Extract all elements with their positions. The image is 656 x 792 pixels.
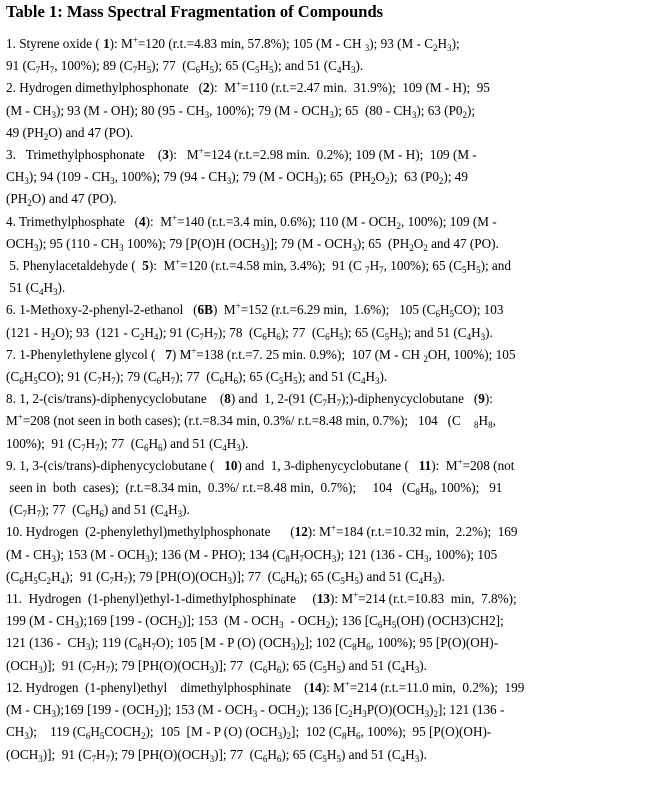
table-title: Table 1: Mass Spectral Fragmentation of Compounds xyxy=(6,2,384,21)
compound-entry-8: 8. 1, 2-(cis/trans)-diphenycyclobutane (8) and 1, 2-(91 $(C_7H_7)$;)-diphenycyclobutane (9): M+=208 (not seen in both cases); (r.t.=8.34 min, 0.3%/ r.t.=8.48 min, 0.7%); 104 (C $_8H_8$, 100%); 91 $(C_7H_7)$; 77 $(C_6H_6)$ and 51 $(C_4H_3)$. xyxy=(6,391,496,453)
compound-entry-2: 2. Hydrogen dimethylphosphonate (2): M+=110 (r.t.=2.47 min. 31.9%); 109 (M - H); 95 $(M - CH_3)$; 93 (M - OH); 80 ($95 - CH_3$, 100%); 79 $(M - OCH_3)$; 65 $(80 - CH_3)$; 63 $(P0_2)$; 49 $(PH_2O)$ and 47 (PO). xyxy=(6,79,490,142)
compound-entry-6: 6. 1-Methoxy-2-phenyl-2-ethanol (6B) M+=152 (r.t.=6.29 min, 1.6%); 105 $(C_6H_5CO)$; 103 $(121 - H_2O)$; 93 $(121 - C_2H_4)$; 91 $(C_7H_7)$; 78 $(C_6H_6)$; 77 $(C_6H_5)$; 65 $(C_5H_5)$; and 51 $(C_4H_3)$. xyxy=(6,301,504,342)
compound-entry-5: 5. Phenylacetaldehyde ( 5): M+=120 (r.t.=4.58 min, 3.4%); 91 (C $_7H_7$, 100%); 65 $(C_5H_5)$; and 51 $(C_4H_3)$. xyxy=(6,257,511,298)
compound-entry-11: 11. Hydrogen (1-phenyl)ethyl-1-dimethylphosphinate (13): M+=214 (r.t.=10.83 min, 7.8%); 199 $(M - CH_3);169$ $[199 - (OCH_2)]$; 153 $(M - OCH_3 - OCH_2)$; 136 [$C_6H_5(OH)$ (OCH3)CH2]; 121 $(136 - CH_3)$; 119 $(C_8H_7O)$; 105 [M - P (O) $(OCH_3)_2$]; 102 ($C_8H_6$, 100%); 95 [P(O)(OH)- $(OCH_3)$]; 91 $(C_7H_7)$; 79 $[PH(O)(OCH_3)]$; 77 $(C_6H_6)$; 65 $(C_5H_5)$ and 51 $(C_4H_3)$. xyxy=(6,590,517,675)
compound-entry-3: 3. Trimethylphosphonate (3): M+=124 (r.t.=2.98 min. 0.2%); 109 (M - H); 109 (M - $CH_3$); 94 ($109 - CH_3$, 100%); 79 $(94 - CH_3)$; 79 $(M - OCH_3)$; 65 $(PH_2O_2)$; 63 $(P0_2)$; 49 $(PH_2O)$ and 47 (PO). xyxy=(6,146,477,209)
compound-entry-7: 7. 1-Phenylethylene glycol ( 7) M+=138 (r.t.=7. 25 min. 0.9%); 107 (M - CH $_2$OH, 100%); 105 $(C_6H_5CO)$; 91 $(C_7H_7)$; 79 $(C_6H_7)$; 77 $(C_6H_6)$; 65 $(C_5H_5)$; and 51 $(C_4H_3)$. xyxy=(6,345,516,387)
compound-entry-12: 12. Hydrogen (1-phenyl)ethyl dimethylphosphinate (14): M+=214 (r.t.=11.0 min, 0.2%); 199 $(M - CH_3);169$ $[199 - (OCH_2)]$; 153 $(M - OCH_3 - OCH_2)$; 136 $[C_2H_3P(O)(OCH_3)_2]$; 121 (136 - $CH_3$); 119 $(C_6H_5COCH_2)$; 105 [M - P (O) $(OCH_3)_2$]; 102 ($C_8H_6$, 100%); 95 [P(O)(OH)- $(OCH_3)$]; 91 $(C_7H_7)$; 79 $[PH(O)(OCH_3)]$; 77 $(C_6H_6)$; 65 $(C_5H_5)$ and 51 $(C_4H_3)$. xyxy=(6,678,525,764)
fragmentation-list xyxy=(6,33,632,766)
compound-entry-4: 4. Trimethylphosphate (4): M+=140 (r.t.=3.4 min, 0.6%); 110 ($M - OCH_2$, 100%); 109 (M - $OCH_3$); 95 ($110 - CH_3$ 100%); 79 [P(O)H $(OCH_3)$]; 79 $(M - OCH_3)$; 65 ($PH_2O_2$ and 47 (PO). xyxy=(6,212,499,253)
compound-entry-10: 10. Hydrogen (2-phenylethyl)methylphosphonate (12): M+=184 (r.t.=10.32 min, 2.2%); 169 $(M - CH_3)$; 153 $(M - OCH_3)$; 136 (M - PHO); 134 $(C_8H_7OCH_3)$; 121 ($136 - CH_3$, 100%); 105 $(C_6H_5C_2H_4)$; 91 $(C_7H_7)$; 79 $[PH(O)(OCH_3)]$; 77 $(C_6H_6)$; 65 $(C_5H_5)$ and 51 $(C_4H_3)$. xyxy=(6,523,518,586)
compound-entry-1: 1. Styrene oxide ( 1): M+=120 (r.t.=4.83 min, 57.8%); 105 (M - CH $_3$); 93 $(M - C_2H_3)$; 91 ($C_7H_7$, 100%); 89 $(C_7H_5)$; 77 $(C_6H_5)$; 65 $(C_5H_5)$; and 51 $(C_4H_3)$. xyxy=(6,35,460,76)
compound-entry-9: 9. 1, 3-(cis/trans)-diphenycyclobutane ( 10) and 1, 3-diphenycyclobutane ( 11): M+=208 (not seen in both cases); (r.t.=8.34 min, 0.3%/ r.t.=8.48 min, 0.7%); 104 ($C_8H_8$, 100%); 91 $(C_7H_7)$; 77 $(C_6H_6)$ and 51 $(C_4H_3)$. xyxy=(6,456,515,520)
